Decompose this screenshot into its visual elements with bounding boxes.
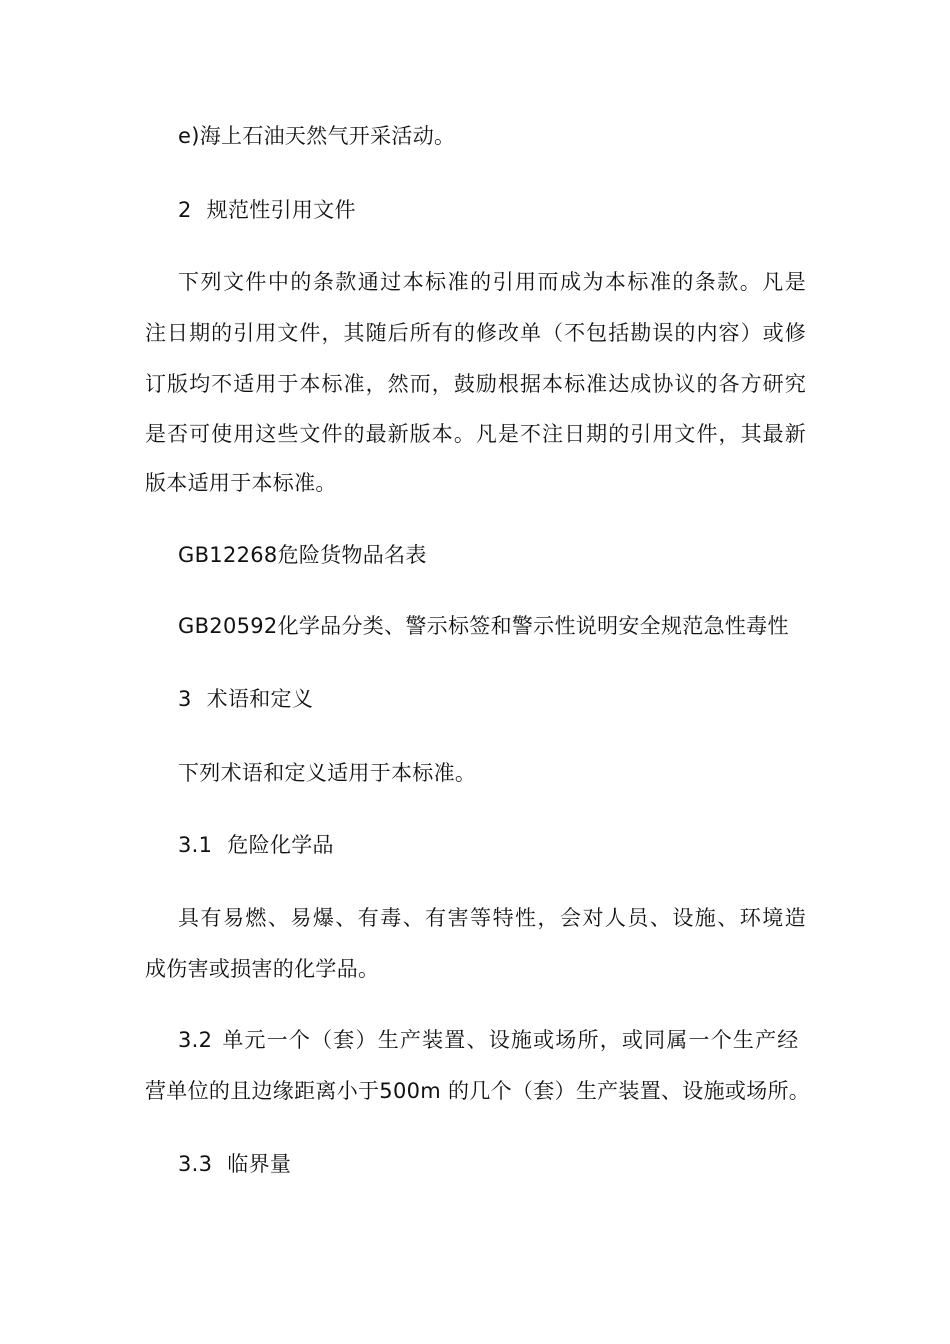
paragraph-line [178,1026,806,1054]
section-number: 2 [178,198,192,222]
subsection-number: 3.1 [178,833,213,857]
subsection-title: 临界量 [227,1152,292,1176]
subsection-3-1-heading [178,831,848,859]
list-item-e: e)海上石油天然气开采活动。 [178,124,456,148]
section-title: 规范性引用文件 [206,198,356,222]
reference-item: GB12268危险货物品名表 [178,543,427,567]
paragraph-line: 注日期的引用文件，其随后所有的修改单（不包括勘误的内容）或修 [145,321,806,345]
paragraph-line: 版本适用于本标准。 [145,471,337,495]
paragraph-line: 下列文件中的条款通过本标准的引用而成为本标准的条款。凡是 [178,270,806,294]
paragraph-line: 订版均不适用于本标准，然而，鼓励根据本标准达成协议的各方研究 [145,372,806,396]
subsection-title: 危险化学品 [227,833,334,857]
paragraph-line: 营单位的且边缘距离小于500m 的几个（套）生产装置、设施或场所。 [145,1079,811,1103]
subsection-text: 单元一个（套）生产装置、设施或场所，或同属一个生产经 [222,1028,800,1052]
section-title: 术语和定义 [206,687,314,711]
terms-intro-paragraph: 下列术语和定义适用于本标准。 [178,761,477,785]
reference-item: GB20592化学品分类、警示标签和警示性说明安全规范急性毒性 [178,614,789,638]
subsection-3-3-heading [178,1150,848,1178]
paragraph-line: 成伤害或损害的化学品。 [145,957,380,981]
section-number: 3 [178,687,192,711]
subsection-number: 3.3 [178,1152,213,1176]
section-3-heading [178,685,848,713]
section-2-heading [178,196,848,224]
subsection-number: 3.2 [178,1028,213,1052]
paragraph-line: 具有易燃、易爆、有毒、有害等特性，会对人员、设施、环境造 [178,906,806,930]
paragraph-line: 是否可使用这些文件的最新版本。凡是不注日期的引用文件，其最新 [145,422,806,446]
